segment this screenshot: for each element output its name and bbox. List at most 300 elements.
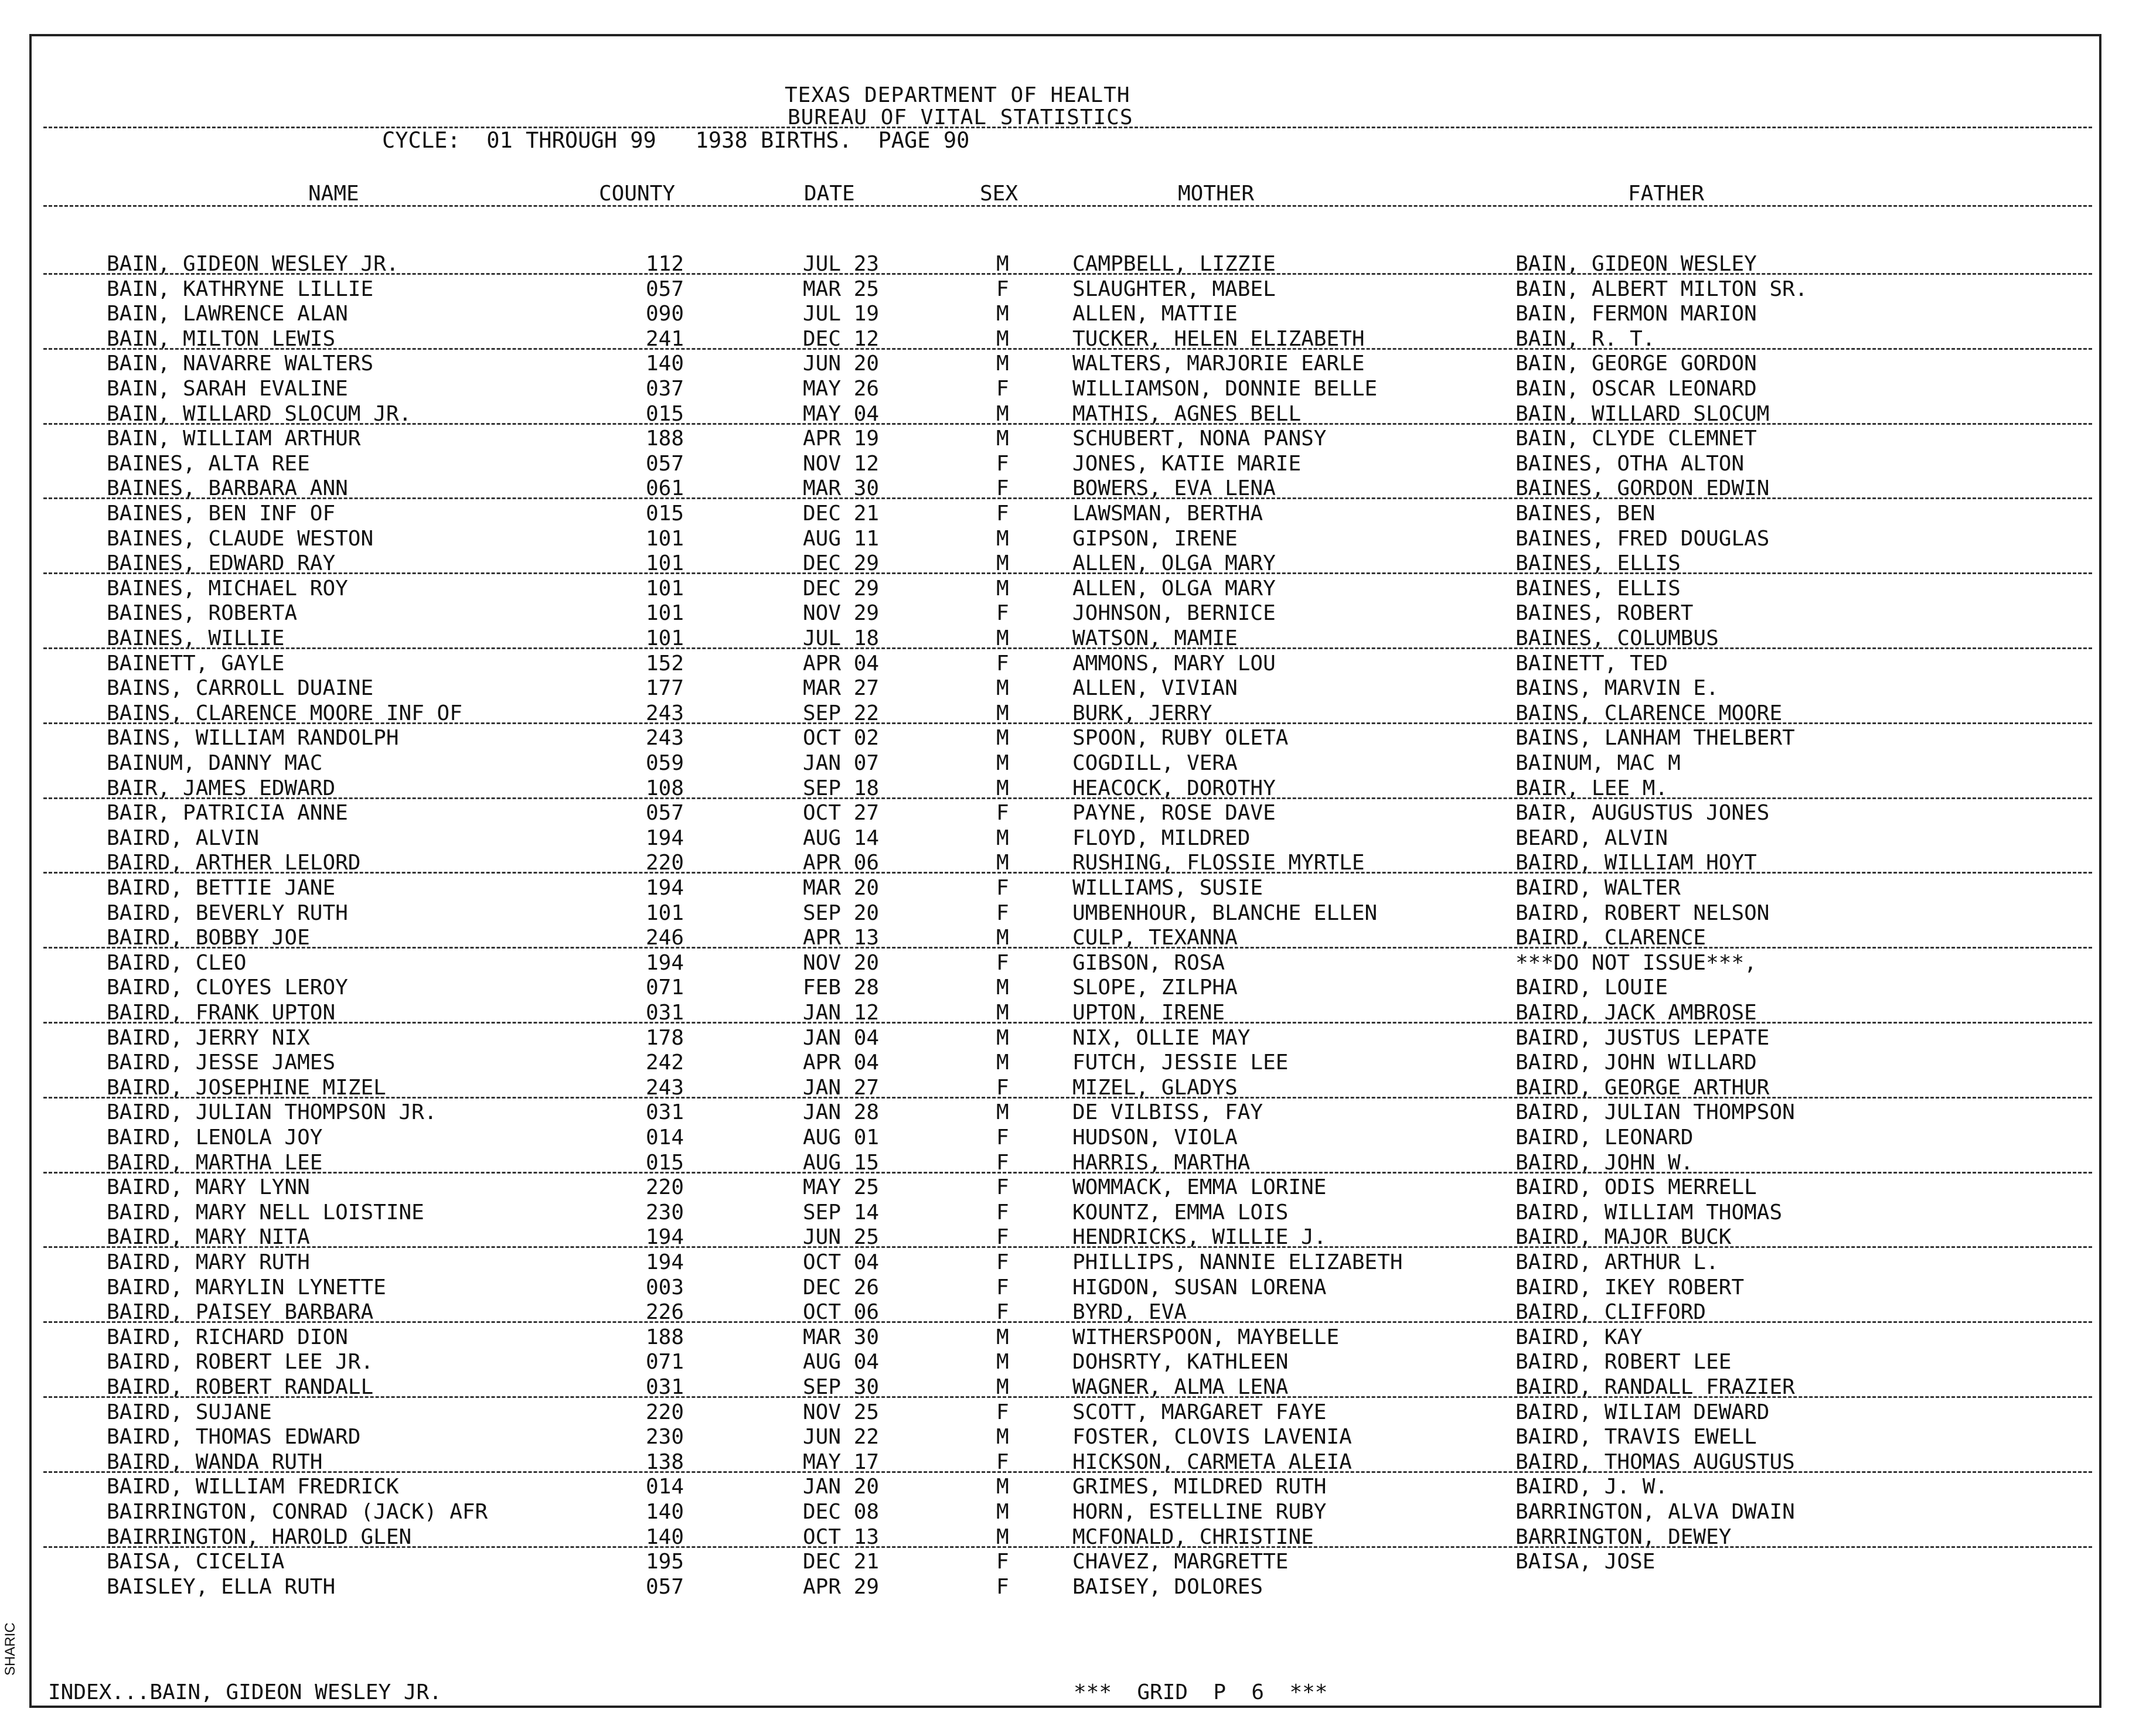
header-department: TEXAS DEPARTMENT OF HEALTH [785,83,1130,107]
cell-date: AUG 04 [803,1350,880,1375]
cell-name: BAINS, CLARENCE MOORE INF OF [107,701,462,725]
header-bureau: BUREAU OF VITAL STATISTICS [788,105,1133,129]
cell-father: BEARD, ALVIN [1515,826,1668,850]
cell-mother: HEACOCK, DOROTHY [1072,776,1276,800]
table-row [32,1026,2099,1051]
cell-mother: SLAUGHTER, MABEL [1072,277,1276,301]
cell-father: BARRINGTON, DEWEY [1515,1524,1732,1549]
cell-date: JAN 07 [803,751,880,775]
cell-father: BAINES, COLUMBUS [1515,626,1719,650]
row-divider [43,1546,2092,1548]
cell-county: 112 [646,252,684,276]
cell-sex: M [996,926,1009,950]
cell-county: 242 [646,1051,684,1075]
cell-county: 188 [646,427,684,451]
cell-sex: F [996,1075,1009,1100]
table-row [32,1400,2099,1425]
cell-date: NOV 25 [803,1400,880,1424]
cell-sex: M [996,1100,1009,1125]
cell-date: JUN 20 [803,352,880,376]
cell-date: JAN 12 [803,1001,880,1025]
cell-date: DEC 21 [803,1550,880,1574]
table-row [32,1175,2099,1200]
cell-county: 230 [646,1425,684,1449]
cell-date: JAN 04 [803,1025,880,1050]
cell-county: 188 [646,1325,684,1349]
cell-county: 003 [646,1275,684,1300]
cell-county: 090 [646,302,684,326]
cell-name: BAINUM, DANNY MAC [107,751,323,775]
cell-name: BAIN, WILLIAM ARTHUR [107,427,361,451]
cell-sex: M [996,576,1009,601]
cell-sex: M [996,751,1009,775]
table-row [32,527,2099,551]
cell-date: AUG 14 [803,826,880,850]
cell-name: BAINES, EDWARD RAY [107,551,336,576]
cell-father: BAINES, FRED DOUGLAS [1515,526,1770,551]
cell-name: BAIRD, JULIAN THOMPSON JR. [107,1100,437,1125]
cell-father: BAIRD, IKEY ROBERT [1515,1275,1745,1300]
cell-date: APR 04 [803,1051,880,1075]
cell-name: BAIR, PATRICIA ANNE [107,801,348,826]
cell-county: 108 [646,776,684,800]
cell-county: 015 [646,401,684,426]
cell-sex: M [996,401,1009,426]
table-row [32,801,2099,826]
cell-father: BAIN, WILLARD SLOCUM [1515,401,1770,426]
table-row [32,1275,2099,1300]
cell-name: BAIRD, FRANK UPTON [107,1001,336,1025]
cell-date: JUL 23 [803,252,880,276]
cell-county: 057 [646,1574,684,1599]
cell-mother: TUCKER, HELEN ELIZABETH [1072,326,1365,351]
cell-name: BAIRD, WILLIAM FREDRICK [107,1475,399,1499]
cell-name: BAIRD, THOMAS EDWARD [107,1425,361,1449]
cell-county: 031 [646,1001,684,1025]
cell-name: BAIRD, SUJANE [107,1400,272,1424]
row-divider [43,722,2092,724]
cell-mother: BURK, JERRY [1072,701,1212,725]
cell-sex: M [996,326,1009,351]
cell-father: BAIRD, LOUIE [1515,976,1668,1000]
cell-sex: M [996,1025,1009,1050]
cell-date: AUG 01 [803,1125,880,1150]
row-divider [43,1246,2092,1248]
cell-date: AUG 15 [803,1150,880,1175]
cell-date: APR 04 [803,651,880,676]
cell-mother: DOHSRTY, KATHLEEN [1072,1350,1289,1375]
cell-mother: FUTCH, JESSIE LEE [1072,1051,1289,1075]
cell-county: 057 [646,451,684,476]
cell-mother: MIZEL, GLADYS [1072,1075,1238,1100]
cell-name: BAIN, KATHRYNE LILLIE [107,277,374,301]
header-divider [43,127,2092,128]
cell-name: BAIR, JAMES EDWARD [107,776,336,800]
cell-sex: F [996,1275,1009,1300]
cell-sex: M [996,1524,1009,1549]
cell-father: BAIR, AUGUSTUS JONES [1515,801,1770,826]
cell-name: BAIRD, ALVIN [107,826,260,850]
cell-father: BAINES, ELLIS [1515,551,1681,576]
cell-father: BAIRD, JULIAN THOMPSON [1515,1100,1795,1125]
side-label [2,1622,26,1705]
cell-name: BAIRD, MARYLIN LYNETTE [107,1275,386,1300]
cell-father: BAINS, MARVIN E. [1515,676,1719,701]
cell-sex: F [996,1175,1009,1200]
cell-mother: LAWSMAN, BERTHA [1072,502,1263,526]
table-row [32,577,2099,601]
cell-date: SEP 14 [803,1200,880,1225]
cell-father: BAIN, ALBERT MILTON SR. [1515,277,1808,301]
cell-name: BAIRD, MARTHA LEE [107,1150,323,1175]
row-divider [43,647,2092,649]
cell-mother: HENDRICKS, WILLIE J. [1072,1225,1327,1250]
cell-name: BAINES, WILLIE [107,626,285,650]
cell-date: DEC 21 [803,502,880,526]
cell-date: NOV 20 [803,950,880,975]
row-divider [43,1471,2092,1473]
cell-sex: M [996,1350,1009,1375]
cell-mother: GRIMES, MILDRED RUTH [1072,1475,1327,1499]
table-row [32,676,2099,701]
cell-father: BAINS, CLARENCE MOORE [1515,701,1783,725]
cycle-line: CYCLE: 01 THROUGH 99 1938 BIRTHS. PAGE 90 [382,128,970,153]
row-divider [43,1172,2092,1174]
cell-name: BAIRD, JESSE JAMES [107,1051,336,1075]
cell-sex: F [996,1300,1009,1325]
cell-sex: M [996,626,1009,650]
row-divider [43,1321,2092,1323]
table-row [32,302,2099,326]
table-row [32,976,2099,1000]
cell-father: BAIRD, MAJOR BUCK [1515,1225,1732,1250]
cell-father: BAIRD, JOHN WILLARD [1515,1051,1757,1075]
cell-date: SEP 22 [803,701,880,725]
cell-father: BAIRD, THOMAS AUGUSTUS [1515,1449,1795,1474]
cell-name: BAIRD, MARY LYNN [107,1175,310,1200]
cell-sex: F [996,1200,1009,1225]
cell-sex: M [996,776,1009,800]
cell-sex: M [996,1425,1009,1449]
cell-father: BAINUM, MAC M [1515,751,1681,775]
cell-mother: PHILLIPS, NANNIE ELIZABETH [1072,1250,1403,1274]
cell-county: 057 [646,801,684,826]
cell-father: BAIRD, ODIS MERRELL [1515,1175,1757,1200]
cell-father: BAIN, R. T. [1515,326,1656,351]
cell-county: 230 [646,1200,684,1225]
cell-date: DEC 08 [803,1500,880,1524]
cell-mother: BAISEY, DOLORES [1072,1574,1263,1599]
cell-father: BAIRD, CLIFFORD [1515,1300,1706,1325]
cell-county: 071 [646,1350,684,1375]
row-divider [43,273,2092,275]
cell-father: BAINES, GORDON EDWIN [1515,476,1770,501]
row-divider [43,348,2092,350]
cell-sex: F [996,277,1009,301]
cell-sex: M [996,302,1009,326]
cell-county: 241 [646,326,684,351]
table-row [32,901,2099,926]
cell-date: SEP 30 [803,1375,880,1399]
cell-mother: GIBSON, ROSA [1072,950,1225,975]
cell-county: 071 [646,976,684,1000]
table-row [32,1125,2099,1150]
cell-county: 140 [646,1500,684,1524]
cell-date: FEB 28 [803,976,880,1000]
cell-name: BAIRD, CLOYES LEROY [107,976,348,1000]
cell-date: MAR 27 [803,676,880,701]
cell-county: 194 [646,876,684,900]
cell-father: BAIRD, CLARENCE [1515,926,1706,950]
row-divider [43,797,2092,799]
cell-county: 101 [646,901,684,925]
cell-county: 194 [646,1250,684,1274]
cell-sex: M [996,851,1009,875]
table-row [32,377,2099,401]
cell-county: 243 [646,701,684,725]
cell-name: BAIN, LAWRENCE ALAN [107,302,348,326]
table-row [32,951,2099,976]
cell-date: JAN 28 [803,1100,880,1125]
cell-father: BAIRD, RANDALL FRAZIER [1515,1375,1795,1399]
cell-county: 220 [646,1400,684,1424]
cell-father: BAINES, ROBERT [1515,601,1694,626]
cell-county: 140 [646,352,684,376]
cell-mother: CULP, TEXANNA [1072,926,1238,950]
cell-father: BAIRD, ARTHUR L. [1515,1250,1719,1274]
cell-sex: M [996,826,1009,850]
cell-sex: M [996,526,1009,551]
cell-county: 152 [646,651,684,676]
cell-father: BAIRD, GEORGE ARTHUR [1515,1075,1770,1100]
cell-date: APR 29 [803,1574,880,1599]
cell-name: BAINES, ALTA REE [107,451,310,476]
cell-mother: SPOON, RUBY OLETA [1072,726,1289,751]
table-row [32,1550,2099,1574]
cell-sex: F [996,1400,1009,1424]
cell-name: BAIRD, RICHARD DION [107,1325,348,1349]
cell-mother: COGDILL, VERA [1072,751,1238,775]
cell-father: BAINES, ELLIS [1515,576,1681,601]
cell-mother: KOUNTZ, EMMA LOIS [1072,1200,1289,1225]
cell-name: BAIRRINGTON, HAROLD GLEN [107,1524,412,1549]
cell-sex: F [996,651,1009,676]
cell-father: BAIRD, WILIAM DEWARD [1515,1400,1770,1424]
cell-father: BAIN, OSCAR LEONARD [1515,377,1757,401]
cell-county: 194 [646,826,684,850]
cell-father: BAINES, OTHA ALTON [1515,451,1745,476]
cell-mother: HIGDON, SUSAN LORENA [1072,1275,1327,1300]
cell-father: BAIRD, JACK AMBROSE [1515,1001,1757,1025]
cell-date: MAR 30 [803,1325,880,1349]
cell-father: BAIRD, WILLIAM HOYT [1515,851,1757,875]
cell-name: BAINS, WILLIAM RANDOLPH [107,726,399,751]
cell-sex: F [996,1550,1009,1574]
cell-sex: F [996,601,1009,626]
cell-sex: M [996,676,1009,701]
cell-date: APR 19 [803,427,880,451]
cell-mother: GIPSON, IRENE [1072,526,1238,551]
row-divider [43,572,2092,574]
side-label-text: SHARIC [2,1622,18,1676]
cell-name: BAINES, BARBARA ANN [107,476,348,501]
cell-date: MAY 25 [803,1175,880,1200]
cell-name: BAIN, WILLARD SLOCUM JR. [107,401,412,426]
table-row [32,502,2099,526]
cell-date: JAN 20 [803,1475,880,1499]
cell-name: BAIRD, JOSEPHINE MIZEL [107,1075,386,1100]
cell-sex: F [996,502,1009,526]
footer-grid: *** GRID P 6 *** [1074,1680,1328,1704]
cell-name: BAINES, ROBERTA [107,601,298,626]
cell-name: BAIRD, BETTIE JANE [107,876,336,900]
cell-sex: M [996,1325,1009,1349]
cell-county: 243 [646,726,684,751]
cell-mother: RUSHING, FLOSSIE MYRTLE [1072,851,1365,875]
cell-sex: F [996,876,1009,900]
cell-date: MAR 25 [803,277,880,301]
table-row [32,1200,2099,1225]
table-row [32,1051,2099,1075]
cell-date: JAN 27 [803,1075,880,1100]
cell-date: MAR 30 [803,476,880,501]
row-divider [43,947,2092,949]
cell-mother: ALLEN, VIVIAN [1072,676,1238,701]
cell-mother: WAGNER, ALMA LENA [1072,1375,1289,1399]
column-header-name: NAME [308,182,359,206]
cell-mother: AMMONS, MARY LOU [1072,651,1276,676]
cell-sex: M [996,726,1009,751]
cell-name: BAIN, SARAH EVALINE [107,377,348,401]
cell-county: 246 [646,926,684,950]
cell-father: BAIRD, ROBERT NELSON [1515,901,1770,925]
cell-name: BAIRD, JERRY NIX [107,1025,310,1050]
cell-date: DEC 26 [803,1275,880,1300]
cell-father: BAIN, CLYDE CLEMNET [1515,427,1757,451]
cell-name: BAIRD, CLEO [107,950,247,975]
column-header-sex: SEX [980,182,1019,206]
cell-mother: ALLEN, MATTIE [1072,302,1238,326]
cell-name: BAISA, CICELIA [107,1550,285,1574]
cell-county: 177 [646,676,684,701]
cell-mother: ALLEN, OLGA MARY [1072,551,1276,576]
cell-father: BAIRD, LEONARD [1515,1125,1694,1150]
column-header-county: COUNTY [599,182,676,206]
cell-father: BAIRD, ROBERT LEE [1515,1350,1732,1375]
cell-mother: FOSTER, CLOVIS LAVENIA [1072,1425,1352,1449]
cell-date: OCT 04 [803,1250,880,1274]
cell-mother: FLOYD, MILDRED [1072,826,1251,850]
cell-sex: F [996,1225,1009,1250]
table-row [32,1250,2099,1275]
cell-county: 101 [646,601,684,626]
cell-name: BAIRD, PAISEY BARBARA [107,1300,374,1325]
cell-date: JUN 22 [803,1425,880,1449]
table-row [32,601,2099,626]
cell-mother: WALTERS, MARJORIE EARLE [1072,352,1365,376]
footer-index: INDEX...BAIN, GIDEON WESLEY JR. [48,1680,442,1704]
cell-mother: MCFONALD, CHRISTINE [1072,1524,1314,1549]
cell-county: 014 [646,1125,684,1150]
table-row [32,1500,2099,1524]
table-row [32,1425,2099,1449]
cell-mother: SCHUBERT, NONA PANSY [1072,427,1327,451]
cell-father: BAISA, JOSE [1515,1550,1656,1574]
column-header-divider [43,205,2092,207]
cell-father: BAINETT, TED [1515,651,1668,676]
cell-sex: F [996,451,1009,476]
cell-sex: M [996,427,1009,451]
cell-county: 194 [646,1225,684,1250]
cell-county: 057 [646,277,684,301]
cell-name: BAINES, CLAUDE WESTON [107,526,374,551]
cell-name: BAIRD, BEVERLY RUTH [107,901,348,925]
column-header-father: FATHER [1628,182,1705,206]
cell-county: 243 [646,1075,684,1100]
cell-mother: JONES, KATIE MARIE [1072,451,1302,476]
cell-date: MAR 20 [803,876,880,900]
cell-sex: F [996,801,1009,826]
table-row [32,427,2099,451]
cell-sex: M [996,1500,1009,1524]
cell-sex: F [996,1449,1009,1474]
cell-county: 101 [646,551,684,576]
cell-sex: F [996,950,1009,975]
cell-mother: HORN, ESTELLINE RUBY [1072,1500,1327,1524]
cell-mother: MATHIS, AGNES BELL [1072,401,1302,426]
cell-mother: SCOTT, MARGARET FAYE [1072,1400,1327,1424]
cell-father: ***DO NOT ISSUE***, [1515,950,1757,975]
cell-mother: WILLIAMSON, DONNIE BELLE [1072,377,1378,401]
cell-father: BAINS, LANHAM THELBERT [1515,726,1795,751]
cell-date: APR 13 [803,926,880,950]
cell-county: 015 [646,1150,684,1175]
cell-mother: HARRIS, MARTHA [1072,1150,1251,1175]
cell-mother: SLOPE, ZILPHA [1072,976,1238,1000]
cell-father: BAINES, BEN [1515,502,1656,526]
column-header-mother: MOTHER [1178,182,1255,206]
cell-date: JUN 25 [803,1225,880,1250]
cell-sex: M [996,252,1009,276]
cell-name: BAINETT, GAYLE [107,651,285,676]
cell-mother: WOMMACK, EMMA LORINE [1072,1175,1327,1200]
table-row [32,352,2099,376]
cell-county: 101 [646,576,684,601]
cell-mother: BOWERS, EVA LENA [1072,476,1276,501]
cell-mother: WITHERSPOON, MAYBELLE [1072,1325,1340,1349]
cell-sex: F [996,901,1009,925]
cell-date: OCT 02 [803,726,880,751]
cell-sex: F [996,1150,1009,1175]
cell-county: 220 [646,851,684,875]
cell-date: MAY 26 [803,377,880,401]
cell-sex: M [996,1375,1009,1399]
cell-mother: WATSON, MAMIE [1072,626,1238,650]
cell-sex: M [996,976,1009,1000]
cell-sex: F [996,1250,1009,1274]
cell-father: BAIN, GEORGE GORDON [1515,352,1757,376]
cell-father: BAIRD, WILLIAM THOMAS [1515,1200,1783,1225]
cell-name: BAINES, MICHAEL ROY [107,576,348,601]
cell-date: APR 06 [803,851,880,875]
cell-date: DEC 12 [803,326,880,351]
row-divider [43,1022,2092,1024]
cell-sex: M [996,352,1009,376]
cell-county: 015 [646,502,684,526]
cell-father: BAIRD, J. W. [1515,1475,1668,1499]
table-row [32,652,2099,676]
document-frame [29,34,2101,1708]
